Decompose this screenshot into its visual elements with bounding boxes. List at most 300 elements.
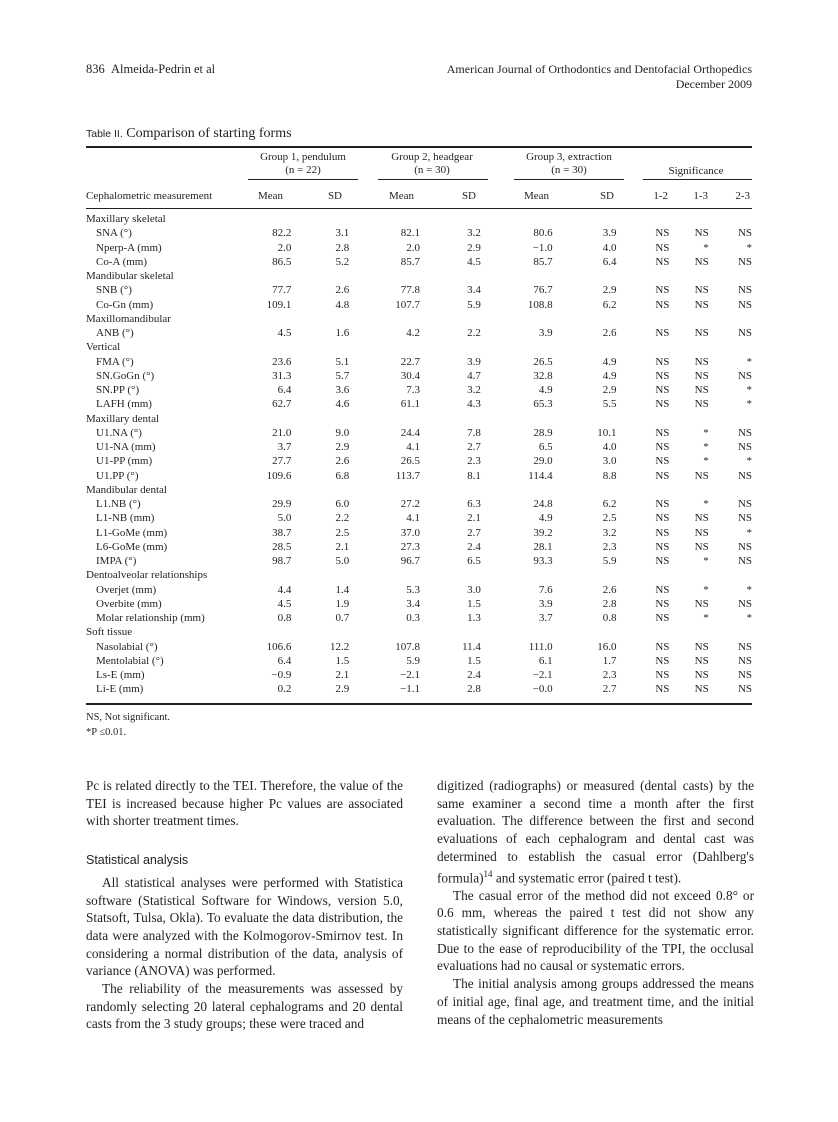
mean-value: 29.0 (533, 455, 553, 468)
mean-value: 24.8 (533, 498, 553, 510)
mean-value: 27.7 (272, 455, 292, 468)
sd-value: 2.8 (602, 597, 617, 610)
mean-value: 21.0 (272, 426, 292, 439)
col-header-mean: Mean (257, 190, 283, 202)
significance-value: * (703, 498, 709, 510)
section-name: Maxillary skeletal (86, 213, 166, 225)
sd-value: 3.9 (602, 227, 617, 240)
section-heading: Statistical analysis (86, 853, 189, 868)
significance-value: NS (737, 227, 752, 240)
table-row (86, 511, 752, 525)
table-row (86, 355, 752, 369)
body-left-column (86, 777, 403, 1033)
sd-value: 3.6 (335, 384, 350, 396)
mean-value: 27.2 (400, 498, 421, 510)
significance-value: NS (737, 469, 752, 482)
mean-value: 28.5 (272, 540, 292, 553)
mean-value: 113.7 (395, 469, 421, 482)
significance-value: NS (655, 255, 670, 268)
section-name: Mandibular skeletal (86, 270, 174, 282)
mean-value: 62.7 (272, 398, 292, 411)
sd-value: 2.5 (335, 526, 350, 539)
significance-value: NS (655, 540, 670, 553)
significance-value: NS (737, 298, 752, 311)
footnote-ns: NS, Not significant. (86, 712, 170, 723)
significance-value: NS (655, 384, 670, 396)
table-caption (86, 126, 292, 142)
group-1-underline (248, 179, 358, 180)
mean-value: 39.2 (533, 526, 553, 539)
sd-value: 1.6 (335, 327, 350, 339)
sd-value: 5.9 (467, 298, 481, 311)
significance-underline (643, 179, 752, 180)
mean-value: 109.6 (266, 469, 292, 482)
group-3-underline (514, 179, 624, 180)
measurement-label: FMA (°) (96, 355, 134, 368)
running-header-right (447, 62, 752, 92)
table-row (86, 611, 752, 625)
mean-value: 6.4 (277, 384, 292, 396)
measurement-label: L1-NB (mm) (96, 512, 155, 525)
section-name: Maxillary dental (86, 412, 160, 425)
sd-value: 1.4 (335, 583, 350, 596)
mean-value: −2.1 (400, 669, 421, 681)
mean-value: 26.5 (400, 455, 421, 468)
measurement-label: IMPA (°) (96, 555, 137, 567)
mean-value: 4.5 (277, 327, 292, 339)
table-row (86, 326, 752, 340)
mean-value: 85.7 (533, 255, 553, 268)
sd-value: 2.9 (335, 683, 350, 696)
table-row (86, 298, 752, 312)
sd-value: 1.5 (335, 654, 350, 667)
comparison-table (86, 212, 752, 697)
sd-value: 2.9 (467, 241, 481, 254)
sd-value: 2.6 (602, 327, 617, 339)
significance-value: NS (737, 669, 752, 681)
mean-value: 6.5 (538, 441, 553, 453)
measurement-label: L6-GoMe (mm) (96, 540, 168, 553)
mean-value: 61.1 (400, 398, 421, 411)
significance-value: NS (655, 583, 670, 596)
measurement-label: Nasolabial (°) (96, 640, 158, 653)
table-row (86, 255, 752, 269)
measurement-label: Molar relationship (mm) (96, 612, 205, 624)
significance-value: NS (737, 640, 752, 653)
sd-value: 5.0 (335, 555, 350, 567)
sd-value: 2.6 (602, 583, 617, 596)
sd-value: 1.5 (467, 597, 481, 610)
significance-value: NS (655, 469, 670, 482)
mean-value: 5.0 (277, 512, 292, 525)
mean-value: 109.1 (266, 298, 292, 311)
significance-value: NS (694, 654, 709, 667)
running-header-left (86, 62, 215, 77)
sd-value: 6.8 (335, 469, 350, 482)
mean-value: 4.9 (538, 384, 553, 396)
sd-value: 3.2 (467, 384, 481, 396)
col-header-sd: SD (461, 190, 476, 202)
section-header-row (86, 269, 752, 283)
sd-value: 4.0 (602, 241, 617, 254)
significance-value: NS (694, 669, 709, 681)
sd-value: 2.3 (602, 540, 617, 553)
mean-value: 7.6 (538, 583, 553, 596)
mean-value: 3.4 (406, 597, 421, 610)
mean-value: 3.9 (538, 327, 553, 339)
table-row (86, 526, 752, 540)
measurement-label: U1.NA (°) (96, 426, 142, 439)
table-bottom-rule (86, 703, 752, 705)
group-2-header: Group 2, headgear (n = 30) (391, 151, 473, 176)
sd-value: 8.8 (602, 469, 617, 482)
sd-value: 2.4 (467, 540, 481, 553)
sd-value: 6.2 (602, 298, 617, 311)
significance-value: NS (737, 327, 752, 339)
sd-value: 2.2 (335, 512, 350, 525)
table-row (86, 397, 752, 411)
section-name: Maxillomandibular (86, 312, 171, 325)
section-header-row (86, 340, 752, 354)
sd-value: 4.9 (602, 355, 617, 368)
sd-value: 5.2 (335, 255, 350, 268)
sd-value: 5.5 (602, 398, 617, 411)
significance-value: NS (737, 498, 752, 510)
section-header-row (86, 568, 752, 582)
significance-value: NS (694, 469, 709, 482)
mean-value: 2.0 (406, 241, 421, 254)
table-row (86, 283, 752, 297)
significance-value: NS (655, 612, 670, 624)
mean-value: 26.5 (533, 355, 553, 368)
measurement-label: SN.GoGn (°) (96, 369, 155, 382)
mean-value: 7.3 (406, 384, 421, 396)
sd-value: 3.2 (602, 526, 617, 539)
mean-value: 85.7 (400, 255, 421, 268)
measurement-label: Overjet (mm) (96, 583, 157, 596)
paragraph: The casual error of the method did not exceed 0.8° or 0.6 mm, whereas the paired t test did not show any statistically significant difference for the systematic error. Due to the ease of reproducibility of the TPI, the occlusal evaluations had no causal or systematic errors. (437, 887, 754, 974)
sd-value: 3.4 (467, 284, 481, 297)
table-row (86, 597, 752, 611)
significance-value: NS (737, 441, 752, 453)
significance-value: * (746, 241, 752, 254)
sd-value: 2.6 (335, 284, 350, 297)
sd-value: 2.9 (602, 284, 617, 297)
mean-value: 82.1 (400, 227, 421, 240)
sd-value: 2.4 (467, 669, 481, 681)
significance-value: NS (694, 298, 709, 311)
table-row (86, 226, 752, 240)
significance-value: NS (655, 654, 670, 667)
measurement-label: Mentolabial (°) (96, 654, 164, 667)
mean-value: 4.1 (406, 512, 421, 525)
measurement-label: SNB (°) (96, 284, 132, 297)
paragraph: Pc is related directly to the TEI. Therefore, the value of the TEI is increased because higher Pc values are associated with shorter treatment times. (86, 778, 403, 829)
sd-value: 3.9 (467, 355, 481, 368)
col-header-sig-1-3: 1-3 (693, 190, 708, 202)
significance-value: NS (694, 640, 709, 653)
sd-value: 2.6 (335, 455, 350, 468)
issue-date: December 2009 (675, 77, 752, 91)
mean-value: 32.8 (533, 369, 553, 382)
significance-value: * (746, 583, 752, 596)
col-header-mean: Mean (523, 190, 549, 202)
mean-value: 5.3 (406, 583, 421, 596)
sd-value: 5.7 (335, 369, 350, 382)
significance-value: NS (737, 540, 752, 553)
sd-value: 16.0 (597, 640, 617, 653)
table-row (86, 440, 752, 454)
table-row (86, 426, 752, 440)
mean-value: 4.5 (277, 597, 292, 610)
section-name: Vertical (86, 341, 121, 354)
mean-value: 28.9 (533, 426, 553, 439)
significance-value: NS (655, 498, 670, 510)
measurement-label: U1.PP (°) (96, 469, 139, 482)
footnote-p: *P ≤0.01. (86, 727, 127, 738)
sd-value: 2.2 (467, 327, 481, 339)
col-header-sd: SD (327, 190, 342, 202)
mean-value: 38.7 (272, 526, 292, 539)
measurement-label: Co-A (mm) (96, 255, 148, 268)
measurement-label: L1.NB (°) (96, 498, 141, 510)
sd-value: 4.9 (602, 369, 617, 382)
table-label: Table II. (86, 128, 123, 140)
mean-value: 23.6 (272, 355, 292, 368)
sd-value: 6.5 (467, 555, 481, 567)
sd-value: 1.9 (335, 597, 350, 610)
significance-value: NS (737, 512, 752, 525)
journal-name: American Journal of Orthodontics and Dentofacial Orthopedics (446, 62, 752, 76)
running-authors: Almeida-Pedrin et al (111, 62, 216, 76)
significance-value: NS (694, 540, 709, 553)
paragraph: The reliability of the measurements was assessed by randomly selecting 20 lateral cephalograms and 20 dental casts from the 3 study groups; these were traced and (86, 981, 403, 1032)
significance-value: NS (694, 683, 709, 696)
sd-value: 4.5 (467, 255, 481, 268)
mean-value: 5.9 (406, 654, 421, 667)
mean-value: 27.3 (400, 540, 421, 553)
table-row (86, 583, 752, 597)
significance-value: * (703, 455, 709, 468)
mean-value: 82.2 (272, 227, 292, 240)
sd-value: 9.0 (335, 426, 350, 439)
significance-value: NS (655, 369, 670, 382)
table-row (86, 540, 752, 554)
sd-value: 2.9 (602, 384, 617, 396)
sd-value: 5.1 (335, 355, 350, 368)
significance-value: NS (694, 597, 709, 610)
significance-value: NS (655, 227, 670, 240)
significance-value: * (746, 455, 752, 468)
mean-value: 106.6 (266, 640, 292, 653)
significance-value: * (746, 398, 752, 411)
significance-value: NS (737, 284, 752, 297)
significance-value: * (703, 241, 709, 254)
sd-value: 3.2 (467, 227, 481, 240)
significance-value: NS (737, 255, 752, 268)
mean-value: 77.8 (400, 284, 421, 297)
sd-value: 10.1 (597, 426, 617, 439)
measurement-label: Overbite (mm) (96, 597, 162, 610)
sd-value: 6.3 (467, 498, 481, 510)
sd-value: 12.2 (330, 640, 350, 653)
mean-value: 6.1 (538, 654, 553, 667)
sd-value: 4.7 (467, 369, 481, 382)
table-title: Comparison of starting forms (126, 126, 292, 141)
table-row (86, 469, 752, 483)
col-header-sig-2-3: 2-3 (735, 190, 750, 202)
significance-value: * (746, 384, 752, 396)
mean-value: −0.9 (271, 669, 292, 681)
mean-value: 3.7 (277, 441, 292, 453)
sd-value: 2.7 (467, 526, 481, 539)
measurement-label: L1-GoMe (mm) (96, 526, 168, 539)
sd-value: 2.1 (335, 669, 350, 681)
mean-value: 4.1 (406, 441, 421, 453)
mean-value: 93.3 (533, 555, 553, 567)
significance-value: NS (694, 526, 709, 539)
significance-value: NS (694, 284, 709, 297)
measurement-label: SNA (°) (96, 227, 132, 240)
sd-value: 5.9 (602, 555, 617, 567)
sd-value: 2.7 (467, 441, 481, 453)
section-header-row (86, 312, 752, 326)
sd-value: 11.4 (462, 640, 481, 653)
measurement-label: Li-E (mm) (96, 683, 144, 696)
mean-value: −0.0 (532, 683, 553, 696)
measurement-label: ANB (°) (96, 327, 134, 339)
mean-value: 4.4 (277, 583, 292, 596)
significance-value: * (703, 612, 709, 624)
significance-value: NS (655, 284, 670, 297)
mean-value: 0.8 (277, 612, 292, 624)
table-row (86, 654, 752, 668)
table-row (86, 454, 752, 468)
significance-value: NS (655, 355, 670, 368)
table-row (86, 369, 752, 383)
paragraph: digitized (radiographs) or measured (dental casts) by the same examiner a second time a month after the first evaluation. The difference between the first and second evaluations of each cephalogram and dental cast was determined to establish the casual error (Dahlberg's formula)$^{14}$ and systematic error (paired t test). (437, 778, 754, 885)
significance-value: NS (655, 597, 670, 610)
mean-value: −1.0 (532, 241, 553, 254)
measurement-label: Co-Gn (mm) (96, 298, 154, 311)
significance-value: NS (655, 683, 670, 696)
col-header-sd: SD (599, 190, 614, 202)
significance-value: NS (737, 597, 752, 610)
sd-value: 7.8 (467, 426, 481, 439)
significance-value: NS (694, 512, 709, 525)
section-name: Mandibular dental (86, 483, 167, 496)
significance-value: NS (737, 683, 752, 696)
significance-value: * (703, 583, 709, 596)
measurement-label: Nperp-A (mm) (96, 241, 162, 254)
significance-value: NS (737, 369, 752, 382)
significance-value: NS (655, 426, 670, 439)
measurement-label: U1-NA (mm) (96, 441, 156, 453)
significance-value: NS (655, 555, 670, 567)
significance-value: NS (655, 526, 670, 539)
mean-value: 30.4 (400, 369, 421, 382)
mean-value: 0.3 (406, 612, 421, 624)
section-name: Soft tissue (86, 626, 133, 639)
table-row (86, 640, 752, 654)
mean-value: 111.0 (528, 640, 553, 653)
significance-value: * (703, 426, 709, 439)
mean-value: 107.7 (395, 298, 421, 311)
sd-value: 4.6 (335, 398, 350, 411)
sd-value: 2.5 (602, 512, 617, 525)
mean-value: 80.6 (533, 227, 553, 240)
mean-value: 29.9 (272, 498, 292, 510)
sd-value: 2.1 (335, 540, 350, 553)
significance-value: NS (655, 327, 670, 339)
sd-value: 0.8 (602, 612, 617, 624)
sd-value: 2.8 (335, 241, 350, 254)
table-row (86, 497, 752, 511)
mean-value: 114.4 (528, 469, 553, 482)
sd-value: 1.3 (467, 612, 481, 624)
mean-value: 4.9 (538, 512, 553, 525)
paragraph: The initial analysis among groups addressed the means of initial age, final age, and treatment time, and the initial means of the cephalometric measurements (437, 976, 754, 1027)
mean-value: 2.0 (277, 241, 292, 254)
mean-value: 76.7 (533, 284, 553, 297)
sd-value: 1.7 (602, 654, 617, 667)
significance-value: * (746, 526, 752, 539)
paragraph: All statistical analyses were performed with Statistica software (Statistical Software for Windows, version 5.0, Statsoft, Tulsa, Okla). To evaluate the data distribution, the data were analyzed with the Kolmogorov-Smirnov test. In considering a normal distribution of the data, analysis of variance (ANOVA) was performed. (86, 874, 403, 979)
mean-value: 4.2 (406, 327, 421, 339)
mean-value: 65.3 (533, 398, 553, 411)
sd-value: 4.8 (335, 298, 350, 311)
mean-value: 86.5 (272, 255, 292, 268)
significance-value: * (746, 355, 752, 368)
significance-header: Significance (668, 165, 724, 177)
group-1-header: Group 1, pendulum (n = 22) (260, 151, 346, 176)
significance-value: NS (694, 355, 709, 368)
table-row (86, 241, 752, 255)
table-row (86, 383, 752, 397)
mean-value: −2.1 (532, 669, 553, 681)
measurement-label: LAFH (mm) (96, 398, 152, 411)
significance-value: NS (694, 255, 709, 268)
citation-superscript: 14 (483, 868, 493, 879)
table-top-rule (86, 146, 752, 148)
significance-value: NS (694, 384, 709, 396)
mean-value: 107.8 (395, 640, 421, 653)
group-2-underline (378, 179, 488, 180)
sd-value: 6.2 (602, 498, 617, 510)
sd-value: 2.7 (602, 683, 617, 696)
sd-value: 4.0 (602, 441, 617, 453)
page-number: 836 (86, 62, 105, 76)
sd-value: 6.0 (335, 498, 350, 510)
mean-value: 31.3 (272, 369, 292, 382)
body-right-column (437, 777, 754, 1028)
table-row (86, 668, 752, 682)
section-header-row (86, 212, 752, 226)
sd-value: 6.4 (602, 255, 617, 268)
sd-value: 3.0 (602, 455, 617, 468)
sd-value: 8.1 (467, 469, 481, 482)
table-row (86, 682, 752, 696)
col-header-measurement: Cephalometric measurement (86, 190, 213, 202)
mean-value: −1.1 (400, 683, 421, 696)
significance-value: * (703, 555, 709, 567)
significance-value: NS (655, 241, 670, 254)
section-name: Dentoalveolar relationships (86, 569, 208, 582)
measurement-label: U1-PP (mm) (96, 455, 153, 468)
significance-value: NS (655, 512, 670, 525)
significance-value: NS (694, 398, 709, 411)
significance-value: NS (737, 555, 752, 567)
